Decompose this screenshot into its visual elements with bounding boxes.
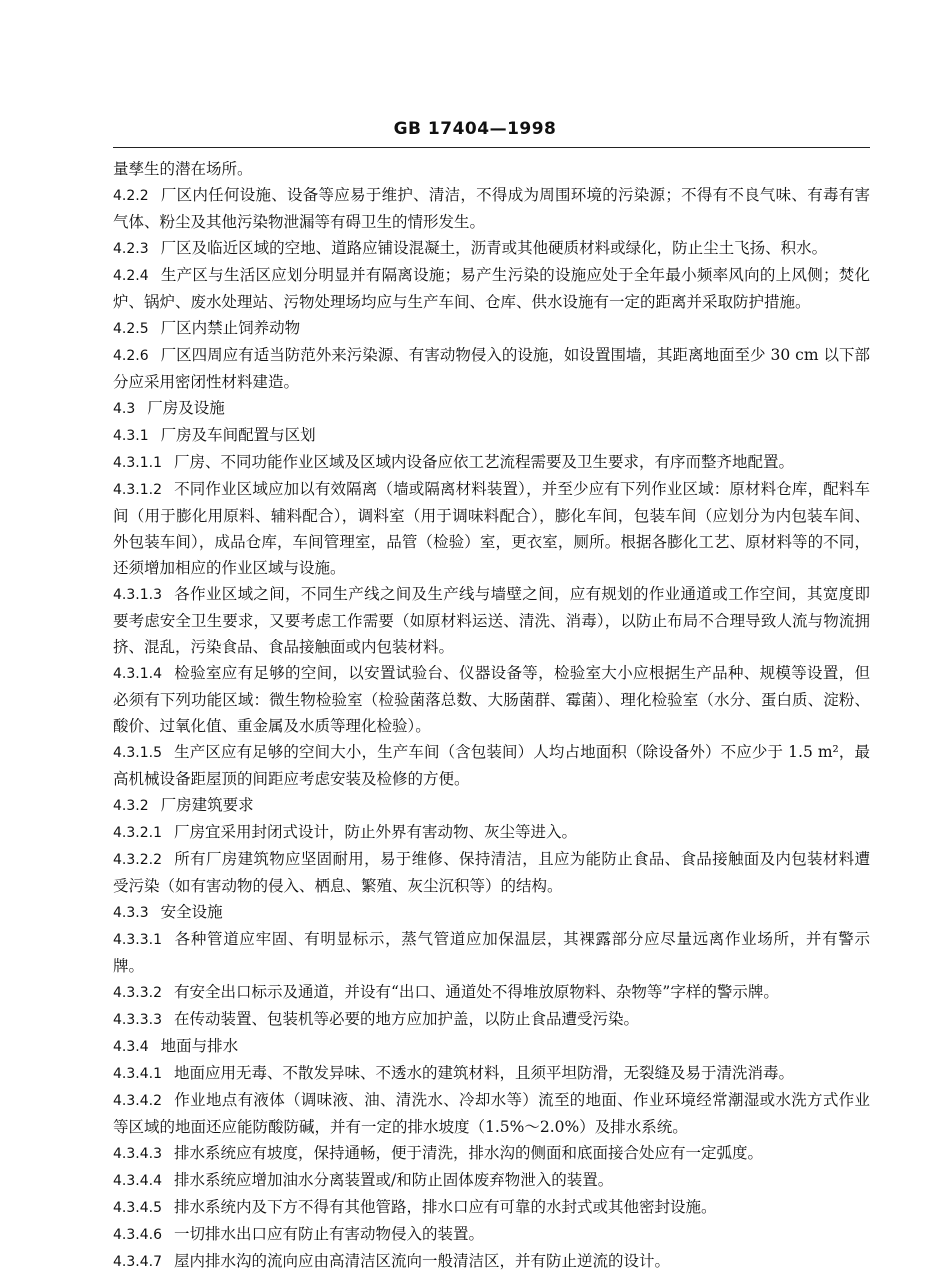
clause-paragraph: [113, 819, 870, 846]
clause-text: 各作业区域之间，不同生产线之间及生产线与墙壁之间，应有规划的作业通道或工作空间，其宽度即要考虑安全卫生要求，又要考虑工作需要（如原材料运送、清洗、消毒），以防止布局不合理导致人流与物流拥挤、混乱，污染食品、食品接触面或内包装材料。: [113, 585, 870, 656]
clause-paragraph: [113, 1060, 870, 1087]
clause-number: 4.3.2.2: [113, 852, 162, 868]
clause-paragraph: [113, 1194, 870, 1221]
clause-text: 所有厂房建筑物应坚固耐用，易于维修、保持清洁，且应为能防止食品、食品接触面及内包装材料遭受污染（如有害动物的侵入、栖息、繁殖、灰尘沉积等）的结构。: [113, 850, 870, 895]
clause-text: 安全设施: [160, 903, 223, 921]
clause-text: 厂房及车间配置与区划: [160, 426, 316, 444]
clause-paragraph: [113, 926, 870, 979]
clause-number: 4.3.4.1: [113, 1066, 162, 1082]
clause-paragraph: [113, 1006, 870, 1033]
clause-paragraph: [113, 1248, 870, 1275]
clause-paragraph: [113, 422, 870, 449]
clause-paragraph: [113, 262, 870, 315]
clause-text: 厂房、不同功能作业区域及区域内设备应依工艺流程需要及卫生要求，有序而整齐地配置。: [173, 453, 794, 471]
clause-number: 4.3.1.4: [113, 666, 162, 682]
clause-text: 生产区与生活区应划分明显并有隔离设施；易产生污染的设施应处于全年最小频率风向的上风侧；焚化炉、锅炉、废水处理站、污物处理场均应与生产车间、仓库、供水设施有一定的距离并采取防护措施。: [113, 266, 870, 311]
clause-number: 4.3.4.3: [113, 1146, 162, 1162]
body-text: [113, 156, 870, 1275]
clause-number: 4.3.3.3: [113, 1012, 162, 1028]
clause-number: 4.3.4.5: [113, 1200, 162, 1216]
clause-text: 屋内排水沟的流向应由高清洁区流向一般清洁区，并有防止逆流的设计。: [173, 1252, 670, 1270]
clause-number: 4.3.1: [113, 428, 149, 444]
clause-text: 厂区内禁止饲养动物: [160, 319, 301, 337]
clause-paragraph: [113, 1087, 870, 1140]
clause-paragraph: [113, 449, 870, 476]
clause-number: 4.3.2: [113, 798, 149, 814]
header-rule: [113, 147, 870, 148]
clause-number: 4.3.1.2: [113, 482, 162, 498]
clause-paragraph: [113, 315, 870, 342]
clause-number: 4.3.1.3: [113, 587, 162, 603]
clause-paragraph: [113, 342, 870, 395]
clause-number: 4.3.3.2: [113, 985, 162, 1001]
clause-text: 厂房建筑要求: [160, 796, 254, 814]
clause-number: 4.3: [113, 401, 136, 417]
clause-paragraph: [113, 1033, 870, 1060]
clause-paragraph: [113, 1167, 870, 1194]
clause-paragraph: [113, 156, 870, 182]
clause-number: 4.2.6: [113, 348, 149, 364]
clause-number: 4.3.3.1: [113, 932, 162, 948]
clause-number: 4.2.3: [113, 241, 149, 257]
clause-number: 4.3.4.6: [113, 1227, 162, 1243]
clause-number: 4.3.4.2: [113, 1093, 162, 1109]
clause-number: 4.3.4: [113, 1039, 149, 1055]
clause-paragraph: [113, 899, 870, 926]
clause-number: 4.2.2: [113, 188, 149, 204]
clause-text: 排水系统应增加油水分离装置或/和防止固体废弃物泄入的装置。: [173, 1171, 614, 1189]
clause-paragraph: [113, 792, 870, 819]
clause-text: 有安全出口标示及通道，并设有“出口、通道处不得堆放原物料、杂物等”字样的警示牌。: [173, 983, 779, 1001]
clause-paragraph: [113, 739, 870, 792]
clause-paragraph: [113, 846, 870, 899]
clause-text: 排水系统应有坡度，保持通畅，便于清洗，排水沟的侧面和底面接合处应有一定弧度。: [173, 1144, 763, 1162]
clause-text: 厂房及设施: [147, 399, 225, 417]
clause-number: 4.3.4.4: [113, 1173, 162, 1189]
clause-paragraph: [113, 581, 870, 660]
clause-paragraph: [113, 476, 870, 581]
clause-text: 排水系统内及下方不得有其他管路，排水口应有可靠的水封式或其他密封设施。: [173, 1198, 717, 1216]
clause-text: 量孳生的潜在场所。: [113, 160, 253, 178]
clause-paragraph: [113, 395, 870, 422]
clause-text: 厂区内任何设施、设备等应易于维护、清洁，不得成为周围环境的污染源；不得有不良气味、有毒有害气体、粉尘及其他污染物泄漏等有碍卫生的情形发生。: [113, 186, 870, 231]
clause-number: 4.2.4: [113, 268, 149, 284]
clause-number: 4.3.2.1: [113, 825, 162, 841]
clause-paragraph: [113, 660, 870, 739]
clause-paragraph: [113, 1221, 870, 1248]
clause-number: 4.2.5: [113, 321, 149, 337]
clause-text: 厂房宜采用封闭式设计，防止外界有害动物、灰尘等进入。: [173, 823, 577, 841]
clause-text: 地面与排水: [160, 1037, 239, 1055]
clause-paragraph: [113, 182, 870, 235]
clause-text: 检验室应有足够的空间，以安置试验台、仪器设备等，检验室大小应根据生产品种、规模等设置，但必须有下列功能区域：微生物检验室（检验菌落总数、大肠菌群、霉菌）、理化检验室（水分、蛋白质、淀粉、酸价、过氧化值、重金属及水质等理化检验）。: [113, 664, 870, 735]
clause-text: 生产区应有足够的空间大小，生产车间（含包装间）人均占地面积（除设备外）不应少于 1.5 m²，最高机械设备距屋顶的间距应考虑安装及检修的方便。: [113, 743, 870, 788]
clause-text: 一切排水出口应有防止有害动物侵入的装置。: [173, 1225, 484, 1243]
clause-paragraph: [113, 1140, 870, 1167]
standard-code-header: GB 17404—1998: [393, 119, 557, 139]
clause-text: 在传动装置、包装机等必要的地方应加护盖，以防止食品遭受污染。: [173, 1010, 639, 1028]
clause-text: 厂区及临近区域的空地、道路应铺设混凝土，沥青或其他硬质材料或绿化，防止尘土飞扬、积水。: [160, 239, 828, 257]
clause-paragraph: [113, 235, 870, 262]
clause-text: 作业地点有液体（调味液、油、清洗水、冷却水等）流至的地面、作业环境经常潮湿或水洗方式作业等区域的地面还应能防酸防碱，并有一定的排水坡度（1.5%～2.0%）及排水系统。: [113, 1091, 870, 1136]
clause-text: 各种管道应牢固、有明显标示，蒸气管道应加保温层，其裸露部分应尽量远离作业场所，并有警示牌。: [113, 930, 870, 975]
clause-number: 4.3.1.5: [113, 745, 162, 761]
clause-paragraph: [113, 979, 870, 1006]
clause-text: 厂区四周应有适当防范外来污染源、有害动物侵入的设施，如设置围墙，其距离地面至少 30 cm 以下部分应采用密闭性材料建造。: [113, 346, 870, 391]
clause-number: 4.3.1.1: [113, 455, 162, 471]
clause-text: 不同作业区域应加以有效隔离（墙或隔离材料装置），并至少应有下列作业区域：原材料仓库，配料车间（用于膨化用原料、辅料配合），调料室（用于调味料配合），膨化车间，包装车间（应划分为内包装车间、外包装车间），成品仓库，车间管理室，品管（检验）室，更衣室，厕所。根据各膨化工艺、原材料等的不同，还须增加相应的作业区域与设施。: [113, 480, 870, 577]
clause-text: 地面应用无毒、不散发异味、不透水的建筑材料，且须平坦防滑，无裂缝及易于清洗消毒。: [173, 1064, 794, 1082]
clause-number: 4.3.3: [113, 905, 149, 921]
clause-number: 4.3.4.7: [113, 1254, 162, 1270]
